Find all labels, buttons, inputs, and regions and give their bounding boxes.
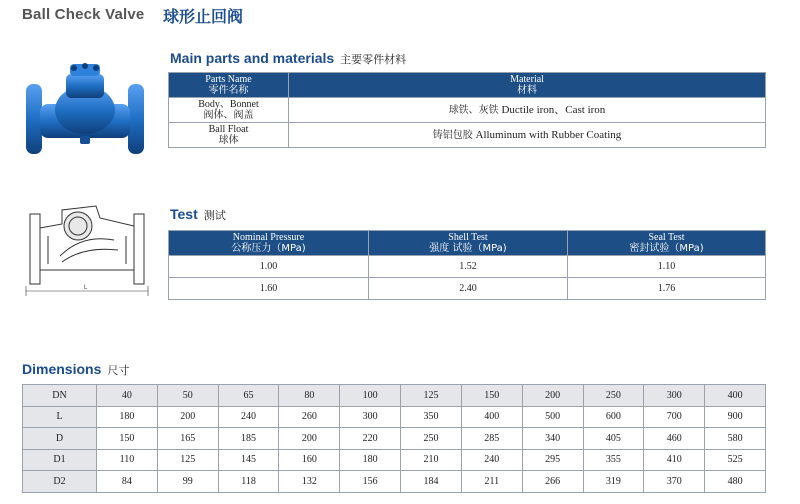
part-name-en: Body、Bonnet (198, 99, 259, 110)
page-title-cn: 球形止回阀 (163, 7, 244, 26)
table-row (169, 256, 766, 278)
dimension-value-cell: 400 (461, 406, 522, 428)
dimension-value-cell: 185 (218, 428, 279, 450)
dimension-value-cell: 250 (583, 385, 644, 407)
part-material-cell (289, 98, 766, 123)
dimension-value-cell: 300 (644, 385, 705, 407)
dimension-value-cell: 350 (401, 406, 462, 428)
parts-col-material (289, 73, 766, 98)
page-title: Ball Check Valve (22, 6, 145, 23)
dimension-value-cell: 266 (522, 471, 583, 493)
dimensions-title-cn: 尺寸 (107, 364, 130, 377)
dimension-value-cell: 99 (157, 471, 218, 493)
dimension-value-cell: 40 (97, 385, 158, 407)
dimension-value-cell: 500 (522, 406, 583, 428)
part-material-en: Ductile iron、Cast iron (498, 103, 606, 116)
part-material-cn: 球铁、灰铁 (448, 104, 499, 116)
test-col-seal-en: Seal Test (648, 232, 685, 243)
dimension-value-cell: 132 (279, 471, 340, 493)
dimension-value-cell: 150 (461, 385, 522, 407)
dimension-value-cell: 210 (401, 449, 462, 471)
part-name-cell (169, 123, 289, 148)
dimensions-section-title (22, 361, 129, 378)
dimension-value-cell: 160 (279, 449, 340, 471)
table-row (23, 471, 766, 493)
parts-title-cn: 主要零件材料 (340, 53, 407, 66)
test-col-shell-en: Shell Test (448, 232, 488, 243)
dimension-value-cell: 145 (218, 449, 279, 471)
parts-table (168, 72, 766, 148)
dimension-value-cell: 211 (461, 471, 522, 493)
parts-col-material-cn: 材料 (517, 85, 537, 96)
dimension-value-cell: 460 (644, 428, 705, 450)
part-name-cn: 阀体、阀盖 (203, 110, 254, 121)
part-material-cn: 铸铝包胶 (432, 129, 473, 141)
dimension-label-cell: D1 (23, 449, 97, 471)
test-cell: 1.60 (169, 278, 369, 300)
dimension-value-cell: 480 (705, 471, 766, 493)
test-title-en: Test (170, 206, 198, 222)
part-name-en: Ball Float (208, 124, 249, 135)
dimension-value-cell: 410 (644, 449, 705, 471)
table-row (169, 123, 766, 148)
part-name-cn: 球体 (218, 135, 239, 146)
dimension-value-cell: 150 (97, 428, 158, 450)
dimension-value-cell: 900 (705, 406, 766, 428)
dimension-value-cell: 65 (218, 385, 279, 407)
parts-col-material-en: Material (510, 74, 544, 85)
dimension-value-cell: 355 (583, 449, 644, 471)
table-row (23, 406, 766, 428)
dimension-value-cell: 340 (522, 428, 583, 450)
dimension-value-cell: 220 (340, 428, 401, 450)
dimension-value-cell: 250 (401, 428, 462, 450)
test-col-nominal-cn: 公称压力（MPa) (231, 243, 306, 254)
table-row (23, 428, 766, 450)
dimension-value-cell: 319 (583, 471, 644, 493)
table-row (169, 98, 766, 123)
dimension-value-cell: 118 (218, 471, 279, 493)
dimension-value-cell: 84 (97, 471, 158, 493)
dimension-value-cell: 125 (401, 385, 462, 407)
dimension-value-cell: 600 (583, 406, 644, 428)
dimension-value-cell: 240 (461, 449, 522, 471)
dimension-value-cell: 580 (705, 428, 766, 450)
test-cell: 1.76 (568, 278, 766, 300)
dimension-label-cell: D2 (23, 471, 97, 493)
test-cell: 2.40 (369, 278, 568, 300)
test-title-cn: 测试 (203, 209, 226, 222)
dimension-value-cell: 200 (522, 385, 583, 407)
valve-photo (22, 60, 152, 158)
dimension-value-cell: 295 (522, 449, 583, 471)
dimensions-table (22, 384, 766, 493)
test-col-seal-cn: 密封试验（MPa) (629, 243, 704, 254)
test-col-shell (369, 231, 568, 256)
test-table (168, 230, 766, 300)
table-row (23, 385, 766, 407)
test-section-title (170, 206, 226, 223)
dimension-value-cell: 240 (218, 406, 279, 428)
dimensions-title-en: Dimensions (22, 361, 102, 377)
parts-col-name-en: Parts Name (205, 74, 252, 85)
dimension-value-cell: 370 (644, 471, 705, 493)
parts-col-name-cn: 零件名称 (208, 85, 249, 96)
part-material-en: Alluminum with Rubber Coating (472, 128, 622, 141)
dimension-value-cell: 400 (705, 385, 766, 407)
table-row (23, 449, 766, 471)
dimension-value-cell: 525 (705, 449, 766, 471)
valve-section-drawing (22, 196, 152, 300)
dimension-value-cell: 165 (157, 428, 218, 450)
dimension-value-cell: 180 (340, 449, 401, 471)
table-row (169, 278, 766, 300)
dimension-value-cell: 300 (340, 406, 401, 428)
parts-col-name (169, 73, 289, 98)
drawing-length-label: L (84, 285, 88, 291)
test-col-nominal-en: Nominal Pressure (232, 232, 305, 243)
dimension-value-cell: 180 (97, 406, 158, 428)
parts-title-en: Main parts and materials (170, 50, 335, 66)
test-col-nominal (169, 231, 369, 256)
dimension-label-cell: DN (23, 385, 97, 407)
dimension-value-cell: 80 (279, 385, 340, 407)
dimension-value-cell: 184 (401, 471, 462, 493)
dimension-value-cell: 156 (340, 471, 401, 493)
dimension-value-cell: 405 (583, 428, 644, 450)
test-col-shell-cn: 强度 试验（MPa) (429, 243, 507, 254)
dimension-value-cell: 700 (644, 406, 705, 428)
dimension-label-cell: L (23, 406, 97, 428)
parts-section-title (170, 50, 406, 67)
test-cell: 1.10 (568, 256, 766, 278)
test-cell: 1.00 (169, 256, 369, 278)
dimension-label-cell: D (23, 428, 97, 450)
dimension-value-cell: 200 (157, 406, 218, 428)
dimension-value-cell: 285 (461, 428, 522, 450)
dimension-value-cell: 110 (97, 449, 158, 471)
test-cell: 1.52 (369, 256, 568, 278)
part-name-cell (169, 98, 289, 123)
part-material-cell (289, 123, 766, 148)
dimension-value-cell: 200 (279, 428, 340, 450)
dimension-value-cell: 125 (157, 449, 218, 471)
test-col-seal (568, 231, 766, 256)
dimension-value-cell: 260 (279, 406, 340, 428)
dimension-value-cell: 50 (157, 385, 218, 407)
dimension-value-cell: 100 (340, 385, 401, 407)
